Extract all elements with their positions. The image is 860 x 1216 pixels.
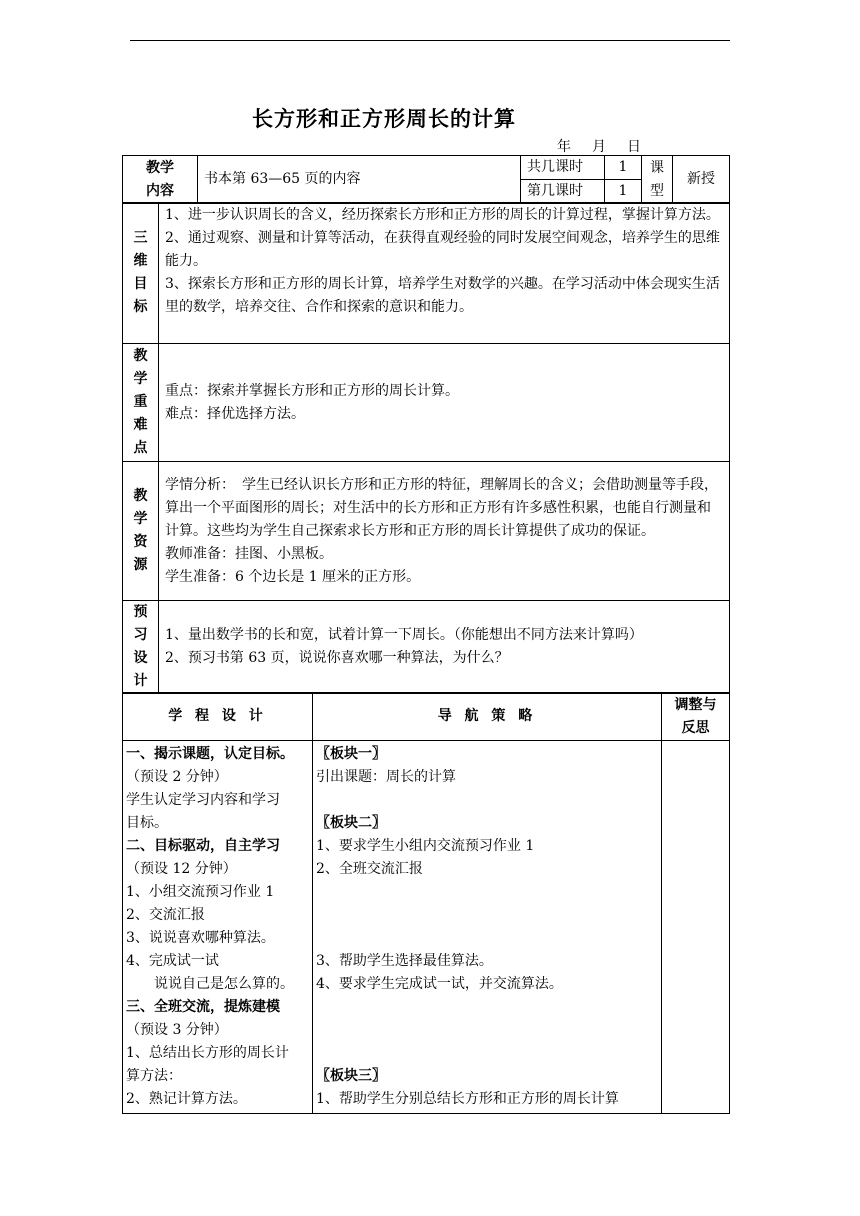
strategy-line [316,1042,658,1065]
preview-item: 1、量出数学书的长和宽，试着计算一下周长。（你能想出不同方法来计算吗） [165,627,643,643]
key-difficulty: 难点：择优选择方法。 [165,405,305,422]
objective-item: 1、进一步认识周长的含义，经历探索长方形和正方形的周长的计算过程，掌握计算方法。 [165,207,720,223]
process-header-design: 学 程 设 计 [123,693,313,741]
process-step-line: 说说自己是怎么算的。 [126,976,294,992]
date-day: 日 [627,139,641,155]
process-step-line: （预设 2 分钟） [126,769,228,785]
strategy-line [316,927,658,950]
strategy-line [316,881,658,904]
page-title: 长方形和正方形周长的计算 [252,106,516,131]
preview-list [159,601,730,694]
objectives-label: 三维目标 [123,203,159,344]
strategy-line: 〖板块三〗 [316,1068,386,1084]
lesson-info-table [122,155,730,204]
strategy-line [316,789,658,812]
process-step-line: 算方法： [126,1068,182,1084]
process-step-line: （预设 3 分钟） [126,1022,228,1038]
process-step-line: 学生认定学习内容和学习 [126,792,280,808]
total-lessons-value: 1 [605,156,642,180]
strategy-line: 1、要求学生小组内交流预习作业 1 [316,838,535,854]
learning-process-column [123,741,313,1114]
lesson-type-label: 课型 [642,156,673,204]
navigation-strategy-column [313,741,662,1114]
process-step-line: （预设 12 分钟） [126,861,237,877]
process-step-line: 2、交流汇报 [126,907,205,923]
objectives-list [159,203,730,344]
reflection-column [662,741,730,1114]
process-step-line: 1、总结出长方形的周长计 [126,1045,289,1061]
total-lessons-label: 共几课时 [521,156,605,180]
preview-label: 预习设计 [123,601,159,694]
resources [159,462,730,601]
key-points [159,344,730,462]
strategy-line [316,996,658,1019]
header-rule [130,40,730,41]
process-step-line: 1、小组交流预习作业 1 [126,884,275,900]
strategy-line: 1、帮助学生分别总结长方形和正方形的周长计算 [316,1091,619,1107]
student-analysis: 学情分析： 学生已经认识长方形和正方形的特征，理解周长的含义；会借助测量等手段，算出一个平面图形的周长；对生活中的长方形和正方形有许多感性积累，也能自行测量和计算。这些均为学生自己探索求长方形和正方形的周长计算提供了成功的保证。 [165,476,718,539]
process-step-line: 3、说说喜欢哪种算法。 [126,930,275,946]
process-step-line: 三、全班交流，提炼建模 [126,999,280,1015]
process-step-line: 一、揭示课题，认定目标。 [126,746,294,762]
process-table [122,692,730,1114]
preview-item: 2、预习书第 63 页，说说你喜欢哪一种算法，为什么？ [165,650,509,666]
objective-item: 3、探索长方形和正方形的周长计算，培养学生对数学的兴趣。在学习活动中体会现实生活里的数学，培养交往、合作和探索的意识和能力。 [165,276,720,315]
strategy-line: 〖板块一〗 [316,746,386,762]
strategy-line: 3、帮助学生选择最佳算法。 [316,953,493,969]
date-month: 月 [592,139,606,155]
strategy-line: 4、要求学生完成试一试，并交流算法。 [316,976,563,992]
student-prep: 学生准备：6 个边长是 1 厘米的正方形。 [165,568,421,585]
lesson-type-value: 新授 [673,156,730,204]
date-year: 年 [557,139,571,155]
objective-item: 2、通过观察、测量和计算等活动，在获得直观经验的同时发展空间观念，培养学生的思维能力。 [165,230,720,269]
lesson-no-value: 1 [605,180,642,204]
content-value: 书本第 63—65 页的内容 [198,156,521,204]
process-step-line: 二、目标驱动，自主学习 [126,838,280,854]
key-focus: 重点：探索并掌握长方形和正方形的周长计算。 [165,382,459,399]
strategy-line: 2、全班交流汇报 [316,861,423,877]
strategy-line [316,1019,658,1042]
process-step-line: 目标。 [126,815,168,831]
key-points-label: 教学重难点 [123,344,159,462]
process-header-strategy: 导 航 策 略 [313,693,662,741]
lesson-no-label: 第几课时 [521,180,605,204]
lesson-details-table [122,202,730,694]
process-header-reflection: 调整与反思 [662,693,730,741]
strategy-line: 〖板块二〗 [316,815,386,831]
content-label: 教学内容 [123,156,198,204]
resources-label: 教学资源 [123,462,159,601]
strategy-line: 引出课题：周长的计算 [316,769,456,785]
process-step-line: 4、完成试一试 [126,953,219,969]
strategy-line [316,904,658,927]
process-step-line: 2、熟记计算方法。 [126,1091,247,1107]
teacher-prep: 教师准备：挂图、小黑板。 [165,545,333,562]
